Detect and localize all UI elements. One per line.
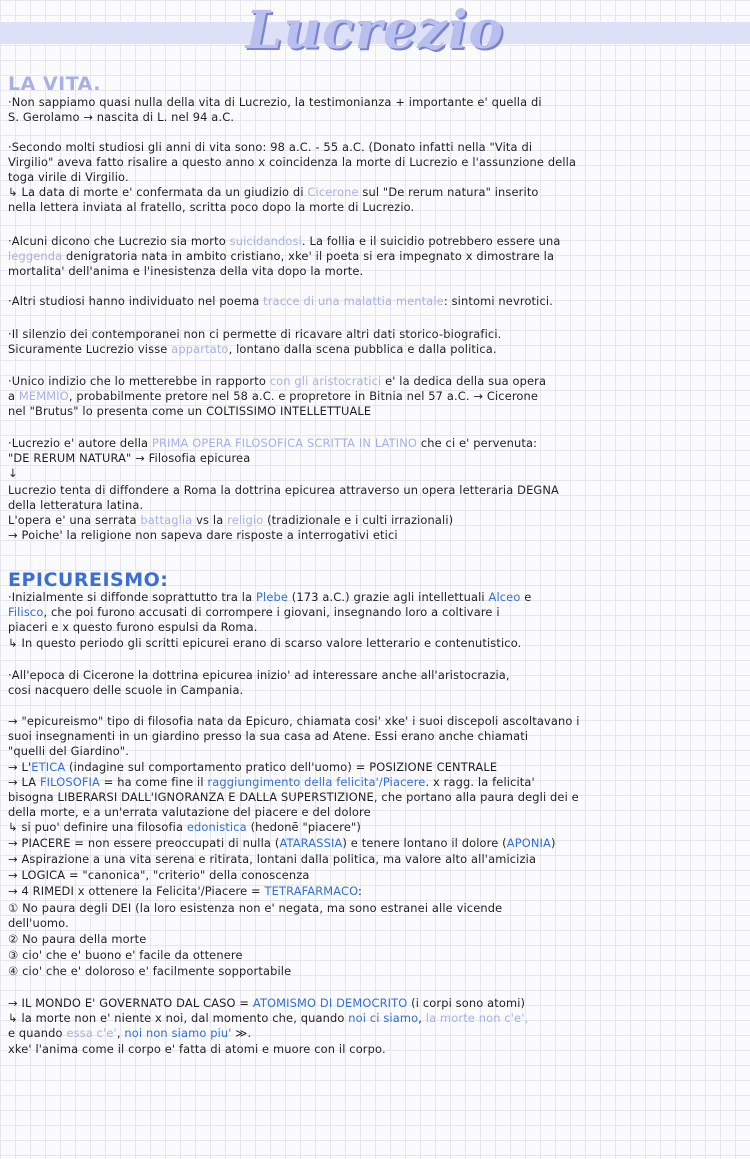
highlighted-text: TETRAFARMACO bbox=[264, 884, 359, 898]
note-line bbox=[8, 760, 743, 774]
note-text: → L' bbox=[8, 760, 32, 774]
note-text: → IL MONDO E' GOVERNATO DAL CASO = bbox=[8, 996, 253, 1010]
note-line bbox=[8, 668, 743, 682]
note-text: piaceri e x questo furono espulsi da Roma. bbox=[8, 620, 258, 634]
note-text: mortalita' dell'anima e l'inesistenza della vita dopo la morte. bbox=[8, 264, 364, 278]
note-line bbox=[8, 590, 743, 604]
note-line bbox=[8, 185, 743, 199]
note-line bbox=[8, 466, 743, 480]
note-text: toga virile di Virgilio. bbox=[8, 170, 129, 184]
note-text: (tradizionale e i culti irrazionali) bbox=[263, 513, 454, 527]
note-text: , probabilmente pretore nel 58 a.C. e propretore in Bitnia nel 57 a.C. → Cicerone bbox=[68, 389, 539, 403]
highlighted-text: suicidandosi bbox=[229, 234, 302, 248]
note-line bbox=[8, 1042, 743, 1056]
highlighted-text: battaglia bbox=[140, 513, 193, 527]
note-line bbox=[8, 884, 743, 898]
highlighted-text: noi ci siamo bbox=[348, 1011, 419, 1025]
note-line bbox=[8, 744, 743, 758]
note-line bbox=[8, 868, 743, 882]
note-line bbox=[8, 714, 743, 728]
note-text: ·Unico indizio che lo metterebbe in rapporto bbox=[8, 374, 270, 388]
note-line bbox=[8, 264, 743, 278]
highlighted-text: appartato bbox=[171, 342, 229, 356]
highlighted-text: MEMMIO bbox=[18, 389, 69, 403]
highlighted-text: leggenda bbox=[8, 249, 63, 263]
note-text: ·All'epoca di Cicerone la dottrina epicurea inizio' ad interessare anche all'aristocrazia, bbox=[8, 668, 510, 682]
note-text: , bbox=[418, 1011, 426, 1025]
page-title: Lucrezio bbox=[245, 0, 505, 61]
note-line bbox=[8, 451, 743, 465]
note-line bbox=[8, 916, 743, 930]
note-line bbox=[8, 948, 743, 962]
note-line bbox=[8, 155, 743, 169]
note-text: ·Inizialmente si diffonde soprattutto tra la bbox=[8, 590, 256, 604]
note-text: "quelli del Giardino". bbox=[8, 744, 130, 758]
note-line bbox=[8, 683, 743, 697]
note-line bbox=[8, 513, 743, 527]
note-line bbox=[8, 775, 743, 789]
note-text: e bbox=[520, 590, 532, 604]
note-text: denigratoria nata in ambito cristiano, xke' il poeta si era impegnato x dimostrare la bbox=[62, 249, 555, 263]
note-line bbox=[8, 170, 743, 184]
note-line bbox=[8, 996, 743, 1010]
note-line bbox=[8, 605, 743, 619]
note-text: : sintomi nevrotici. bbox=[443, 294, 553, 308]
note-text: ) bbox=[550, 836, 556, 850]
note-text: = ha come fine il bbox=[100, 775, 208, 789]
note-line bbox=[8, 498, 743, 512]
note-line bbox=[8, 729, 743, 743]
note-line bbox=[8, 820, 743, 834]
note-text: , bbox=[116, 1026, 125, 1040]
note-line bbox=[8, 200, 743, 214]
note-text: ↳ la morte non e' niente x noi, dal momento che, quando bbox=[8, 1011, 349, 1025]
note-text: Sicuramente Lucrezio visse bbox=[8, 342, 172, 356]
note-text: → "epicureismo" tipo di filosofia nata da Epicuro, chiamata cosi' xke' i suoi discepoli ascoltavano i bbox=[8, 714, 580, 728]
note-text: ≫. bbox=[231, 1026, 252, 1040]
note-line bbox=[8, 836, 743, 850]
note-text: , lontano dalla scena pubblica e dalla politica. bbox=[228, 342, 497, 356]
note-text: ) e tenere lontano il dolore ( bbox=[342, 836, 507, 850]
highlighted-text: noi non siamo piu' bbox=[124, 1026, 232, 1040]
note-text: (i corpi sono atomi) bbox=[407, 996, 526, 1010]
highlighted-text: Filisco bbox=[8, 605, 44, 619]
note-text: → LOGICA = "canonica", "criterio" della conoscenza bbox=[8, 868, 310, 882]
note-line bbox=[8, 483, 743, 497]
note-text: ·Altri studiosi hanno individuato nel poema bbox=[8, 294, 264, 308]
note-text: sul "De rerum natura" inserito bbox=[358, 185, 539, 199]
note-line bbox=[8, 404, 743, 418]
note-text: ↓ bbox=[8, 466, 18, 480]
note-text: ·Lucrezio e' autore della bbox=[8, 436, 152, 450]
note-text: . La follia e il suicidio potrebbero essere una bbox=[301, 234, 561, 248]
highlighted-text: religio bbox=[227, 513, 264, 527]
note-text: Virgilio" aveva fatto risalire a questo anno x coincidenza la morte di Lucrezio e l'assunzione della bbox=[8, 155, 577, 169]
note-line bbox=[8, 790, 743, 804]
note-text: della letteratura latina. bbox=[8, 498, 144, 512]
note-text: della morte, e a un'errata valutazione del piacere e del dolore bbox=[8, 805, 371, 819]
note-text: → Poiche' la religione non sapeva dare risposte a interrogativi etici bbox=[8, 528, 398, 542]
note-text: → 4 RIMEDI x ottenere la Felicita'/Piacere = bbox=[8, 884, 265, 898]
note-line bbox=[8, 932, 743, 946]
note-line bbox=[8, 374, 743, 388]
note-text: cosi nacquero delle scuole in Campania. bbox=[8, 683, 244, 697]
note-text: e quando bbox=[8, 1026, 67, 1040]
note-line bbox=[8, 852, 743, 866]
note-text: ④ cio' che e' doloroso e' facilmente sopportabile bbox=[8, 964, 292, 978]
note-text: S. Gerolamo → nascita di L. nel 94 a.C. bbox=[8, 110, 235, 124]
note-line bbox=[8, 901, 743, 915]
note-text: (hedonē "piacere") bbox=[246, 820, 361, 834]
note-text: nel "Brutus" lo presenta come un COLTISSIMO INTELLETTUALE bbox=[8, 404, 372, 418]
note-line bbox=[8, 140, 743, 154]
highlighted-text: Plebe bbox=[256, 590, 289, 604]
note-text: ·Alcuni dicono che Lucrezio sia morto bbox=[8, 234, 230, 248]
note-text: L'opera e' una serrata bbox=[8, 513, 141, 527]
note-line bbox=[8, 964, 743, 978]
note-line bbox=[8, 95, 743, 109]
note-text: "DE RERUM NATURA" → Filosofia epicurea bbox=[8, 451, 251, 465]
note-line bbox=[8, 389, 743, 403]
note-text: (indagine sul comportamento pratico dell'uomo) = POSIZIONE CENTRALE bbox=[65, 760, 498, 774]
highlighted-text: tracce di una malattia mentale bbox=[263, 294, 444, 308]
note-line bbox=[8, 620, 743, 634]
highlighted-text: con gli aristocratici bbox=[269, 374, 382, 388]
heading-la-vita: LA VITA. bbox=[8, 73, 101, 95]
note-line bbox=[8, 294, 743, 308]
note-line bbox=[8, 436, 743, 450]
note-text: Lucrezio tenta di diffondere a Roma la dottrina epicurea attraverso un opera letteraria DEGNA bbox=[8, 483, 560, 497]
note-text: bisogna LIBERARSI DALL'IGNORANZA E DALLA SUPERSTIZIONE, che portano alla paura degli dei e bbox=[8, 790, 579, 804]
note-line bbox=[8, 110, 743, 124]
highlighted-text: APONIA bbox=[506, 836, 551, 850]
note-text: → PIACERE = non essere preoccupati di nulla ( bbox=[8, 836, 280, 850]
highlighted-text: raggiungimento della felicita'/Piacere bbox=[207, 775, 426, 789]
note-text: ↳ si puo' definire una filosofia bbox=[8, 820, 187, 834]
note-text: che ci e' pervenuta: bbox=[417, 436, 538, 450]
note-line bbox=[8, 636, 743, 650]
note-text: → LA bbox=[8, 775, 40, 789]
note-text: ↳ In questo periodo gli scritti epicurei erano di scarso valore letterario e contenutistico. bbox=[8, 636, 522, 650]
note-line bbox=[8, 1011, 743, 1025]
highlighted-text: ATOMISMO DI DEMOCRITO bbox=[252, 996, 408, 1010]
note-text: , che poi furono accusati di corrompere i giovani, insegnando loro a coltivare i bbox=[43, 605, 500, 619]
note-line bbox=[8, 805, 743, 819]
note-text: . x ragg. la felicita' bbox=[425, 775, 535, 789]
note-text: ① No paura degli DEI (la loro esistenza non e' negata, ma sono estranei alle vicende bbox=[8, 901, 503, 915]
note-text: ·Non sappiamo quasi nulla della vita di Lucrezio, la testimonianza + importante e' quella di bbox=[8, 95, 542, 109]
note-line bbox=[8, 327, 743, 341]
note-text: ·Secondo molti studiosi gli anni di vita sono: 98 a.C. - 55 a.C. (Donato infatti nella "Vita di bbox=[8, 140, 533, 154]
note-text: (173 a.C.) grazie agli intellettuali bbox=[288, 590, 489, 604]
highlighted-text: edonistica bbox=[186, 820, 247, 834]
highlighted-text: la morte non c'e', bbox=[425, 1011, 529, 1025]
note-text: vs la bbox=[192, 513, 228, 527]
note-text: suoi insegnamenti in un giardino presso la sua casa ad Atene. Essi erano anche chiamati bbox=[8, 729, 529, 743]
note-text: ③ cio' che e' buono e' facile da ottenere bbox=[8, 948, 243, 962]
note-text: ↳ La data di morte e' confermata da un giudizio di bbox=[8, 185, 308, 199]
note-line bbox=[8, 1026, 743, 1040]
note-text: e' la dedica della sua opera bbox=[381, 374, 547, 388]
note-text: dell'uomo. bbox=[8, 916, 69, 930]
highlighted-text: essa c'e' bbox=[66, 1026, 117, 1040]
highlighted-text: Cicerone bbox=[307, 185, 359, 199]
highlighted-text: Alceo bbox=[488, 590, 521, 604]
note-text: → Aspirazione a una vita serena e ritirata, lontani dalla politica, ma valore alto all'amicizia bbox=[8, 852, 537, 866]
note-line bbox=[8, 249, 743, 263]
note-text: a bbox=[8, 389, 19, 403]
highlighted-text: ETICA bbox=[31, 760, 66, 774]
note-text: ·Il silenzio dei contemporanei non ci permette di ricavare altri dati storico-biografici. bbox=[8, 327, 502, 341]
highlighted-text: FILOSOFIA bbox=[39, 775, 101, 789]
note-line bbox=[8, 528, 743, 542]
note-line bbox=[8, 342, 743, 356]
highlighted-text: ATARASSIA bbox=[279, 836, 343, 850]
note-line bbox=[8, 234, 743, 248]
note-text: ② No paura della morte bbox=[8, 932, 147, 946]
heading-epicureismo: EPICUREISMO: bbox=[8, 569, 169, 591]
note-text: : bbox=[358, 884, 363, 898]
note-text: xke' l'anima come il corpo e' fatta di atomi e muore con il corpo. bbox=[8, 1042, 386, 1056]
highlighted-text: PRIMA OPERA FILOSOFICA SCRITTA IN LATINO bbox=[151, 436, 418, 450]
note-text: nella lettera inviata al fratello, scritta poco dopo la morte di Lucrezio. bbox=[8, 200, 415, 214]
